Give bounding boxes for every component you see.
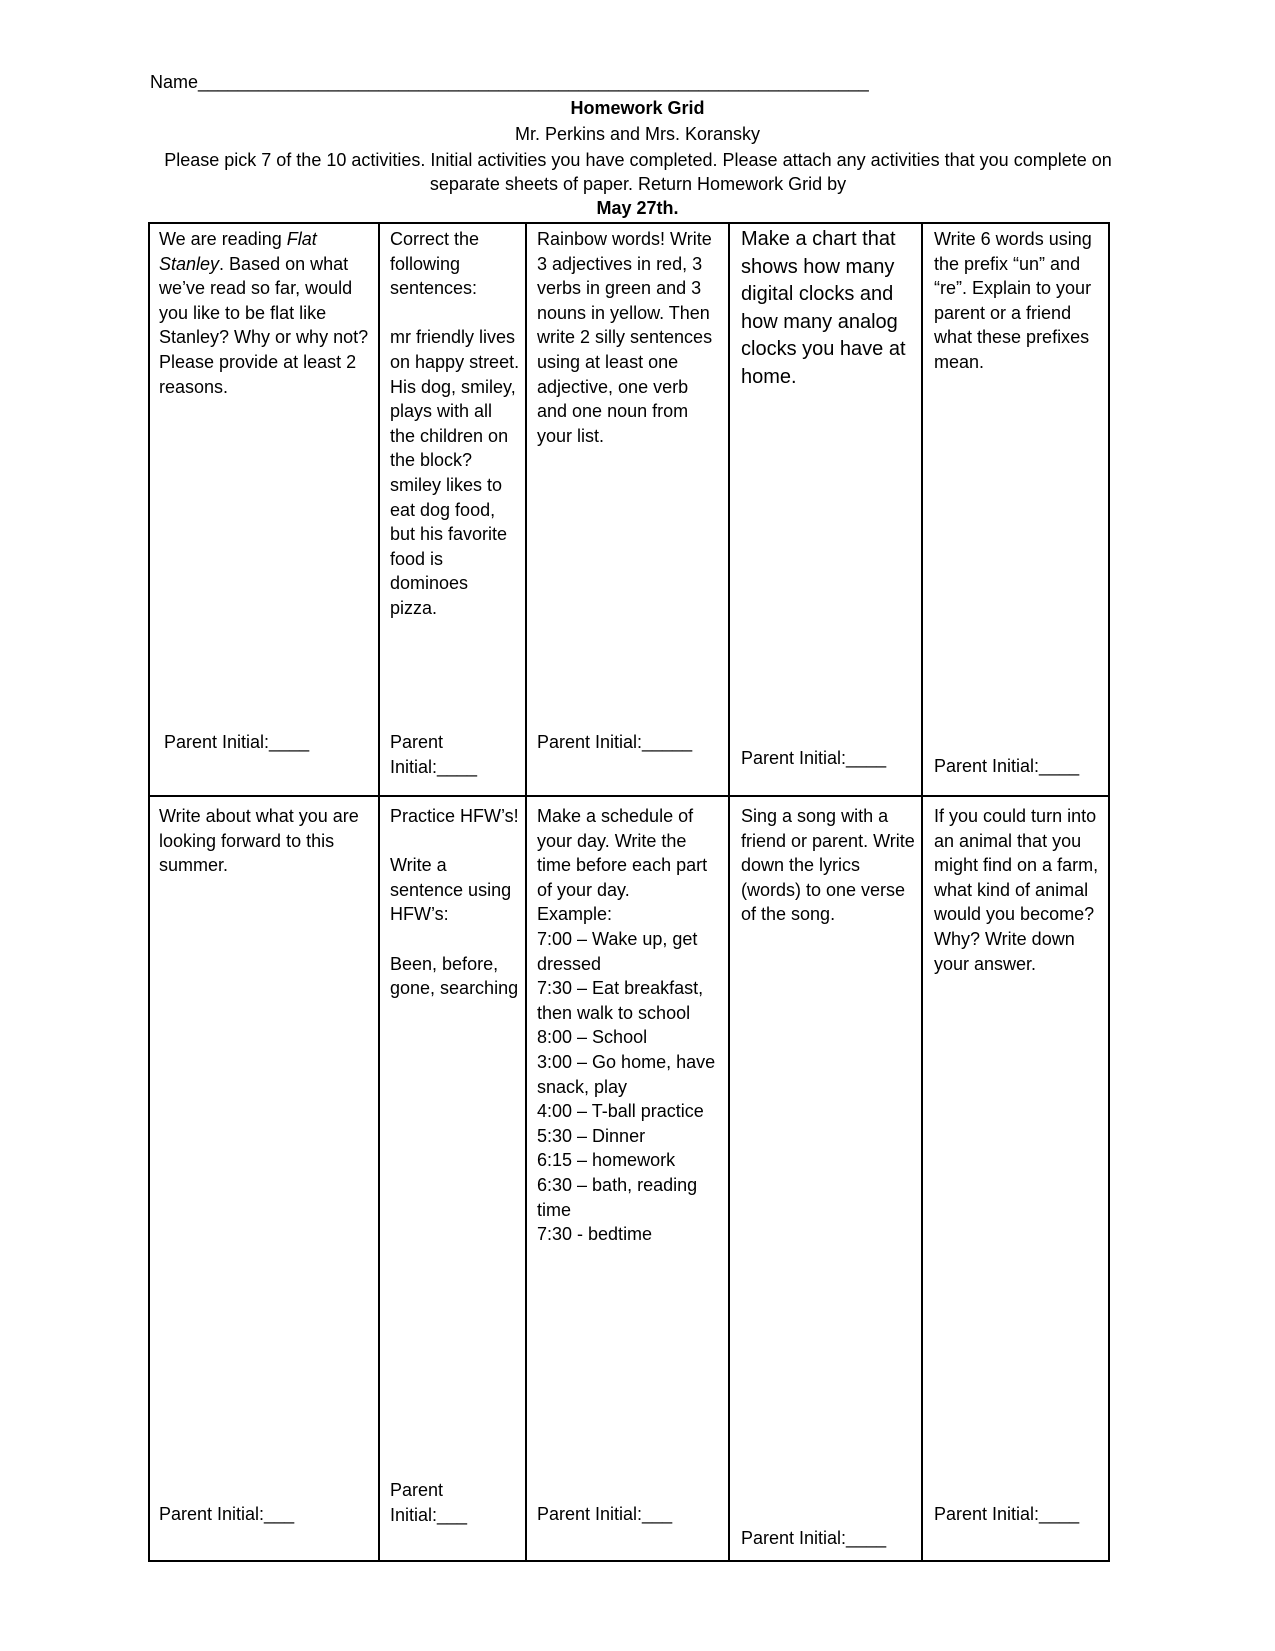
activity-farm-animal: If you could turn into an animal that you might find on a farm, what kind of animal would you become? Why? Write down your answer. (934, 806, 1099, 974)
activity-clock-chart: Make a chart that shows how many digital clocks and how many analog clocks you have at home. (741, 228, 906, 388)
parent-initial: Parent Initial:___ (390, 1480, 468, 1525)
grid-divider (921, 224, 923, 1560)
parent-initial: Parent Initial:____ (934, 756, 1080, 776)
parent-initial: Parent Initial:___ (537, 1504, 673, 1524)
name-field: Name___________________________________________________________________ (150, 72, 869, 92)
parent-initial: Parent Initial:____ (934, 1504, 1080, 1524)
parent-initial: Parent Initial:____ (390, 732, 478, 777)
activity-rainbow-words: Rainbow words! Write 3 adjectives in red, 3 verbs in green and 3 nouns in yellow. Then write 2 silly sentences using at least one adjective, one verb and one noun from your list. (537, 229, 713, 446)
activity-prefixes: Write 6 words using the prefix “un” and “re”. Explain to your parent or a friend what these prefixes mean. (934, 229, 1092, 372)
grid-divider (525, 224, 527, 1560)
parent-initial: Parent Initial:___ (159, 1504, 295, 1524)
activity-schedule: Make a schedule of your day. Write the time before each part of your day. Example: 7:00 – Wake up, get dressed 7:30 – Eat breakfast, then walk to school 8:00 – School 3:00 – Go home, have snack, play 4:00 – T-ball practice 5:30 – Dinner 6:15 – homework 6:30 – bath, reading time 7:30 - bedtime (537, 806, 716, 1245)
parent-initial: Parent Initial:_____ (537, 732, 693, 752)
parent-initial: Parent Initial:____ (164, 732, 310, 752)
homework-grid (148, 222, 1110, 1562)
teachers-line: Mr. Perkins and Mrs. Koransky (514, 124, 761, 144)
activity-flat-stanley: We are reading Flat Stanley. Based on what we’ve read so far, would you like to be flat like Stanley? Why or why not? Please provide at least 2 reasons. (159, 229, 369, 397)
book-title: Flat Stanley (159, 229, 317, 274)
due-date: May 27th. (596, 198, 679, 218)
page-title: Homework Grid (570, 98, 705, 118)
activity-hfw: Practice HFW’s! Write a sentence using HFW’s: Been, before, gone, searching (390, 806, 519, 999)
instructions: Please pick 7 of the 10 activities. Initial activities you have completed. Please attach any activities that you complete on separate sheets of paper. Return Homework Grid by (164, 150, 1112, 194)
grid-row-divider (150, 795, 1108, 797)
activity-summer: Write about what you are looking forward to this summer. (159, 806, 359, 876)
activity-correct-sentences: Correct the following sentences: mr friendly lives on happy street. His dog, smiley, plays with all the children on the block? smiley likes to eat dog food, but his favorite food is dominoes pizza. (390, 229, 520, 618)
activity-song: Sing a song with a friend or parent. Write down the lyrics (words) to one verse of the song. (741, 806, 915, 925)
grid-divider (728, 224, 730, 1560)
parent-initial: Parent Initial:____ (741, 748, 887, 768)
parent-initial: Parent Initial:____ (741, 1528, 887, 1548)
grid-divider (378, 224, 380, 1560)
